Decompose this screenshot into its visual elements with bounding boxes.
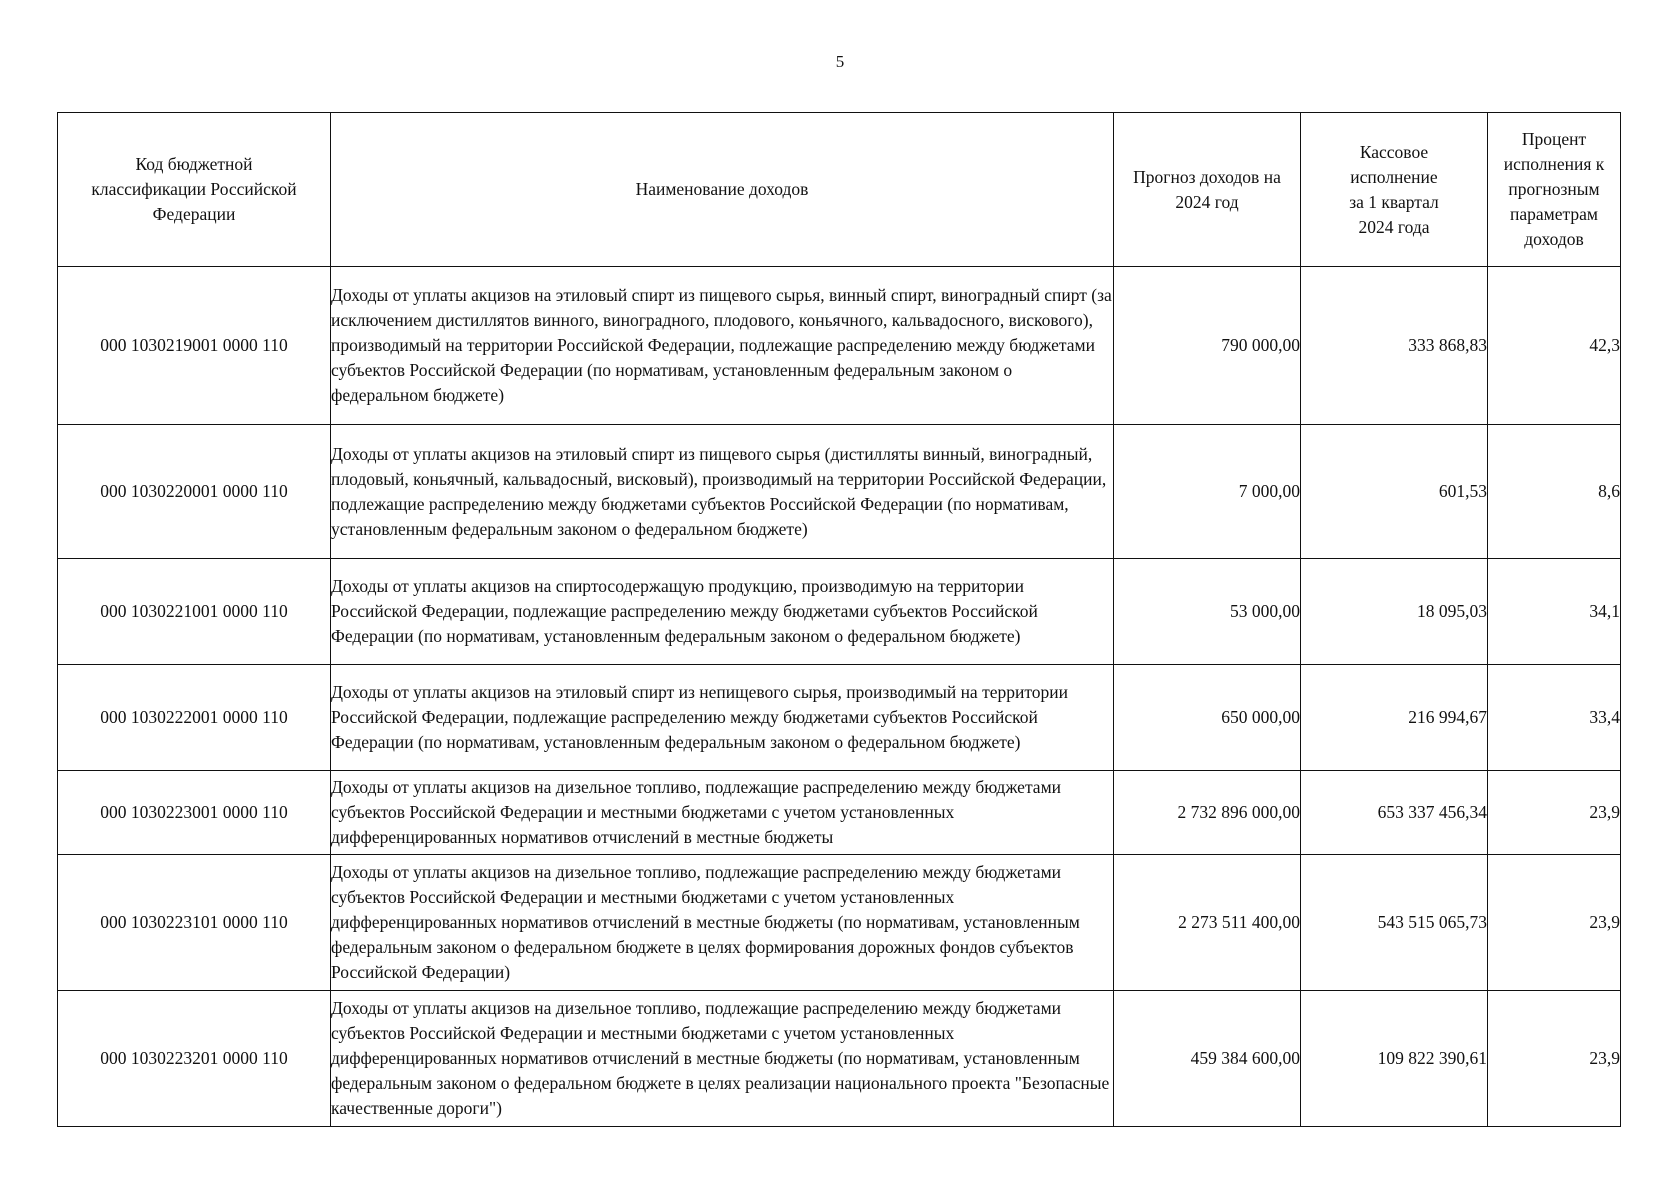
actual-cell: 653 337 456,34	[1301, 771, 1488, 855]
actual-cell: 109 822 390,61	[1301, 991, 1488, 1127]
actual-cell: 543 515 065,73	[1301, 855, 1488, 991]
table-row	[58, 771, 1621, 855]
header-code	[58, 113, 331, 267]
percent-cell: 23,9	[1488, 855, 1621, 991]
table-row	[58, 855, 1621, 991]
percent-cell: 23,9	[1488, 771, 1621, 855]
percent-cell: 23,9	[1488, 991, 1621, 1127]
header-actual	[1301, 113, 1488, 267]
forecast-cell: 7 000,00	[1114, 425, 1301, 559]
actual-cell: 333 868,83	[1301, 267, 1488, 425]
header-name: Наименование доходов	[331, 113, 1114, 267]
header-percent	[1488, 113, 1621, 267]
code-cell: 000 1030221001 0000 110	[58, 559, 331, 665]
table-row	[58, 559, 1621, 665]
table-header-row	[58, 113, 1621, 267]
forecast-cell: 790 000,00	[1114, 267, 1301, 425]
header-forecast	[1114, 113, 1301, 267]
code-cell: 000 1030223001 0000 110	[58, 771, 331, 855]
percent-cell: 34,1	[1488, 559, 1621, 665]
actual-cell: 601,53	[1301, 425, 1488, 559]
page-number: 5	[835, 52, 845, 71]
table-row	[58, 425, 1621, 559]
forecast-cell: 2 732 896 000,00	[1114, 771, 1301, 855]
code-cell: 000 1030223201 0000 110	[58, 991, 331, 1127]
table-row	[58, 665, 1621, 771]
code-cell: 000 1030219001 0000 110	[58, 267, 331, 425]
percent-cell: 8,6	[1488, 425, 1621, 559]
header-percent-text: Процент исполнения к прогнозным параметрам доходов	[1503, 129, 1605, 249]
forecast-cell: 53 000,00	[1114, 559, 1301, 665]
income-name-cell: Доходы от уплаты акцизов на этиловый спирт из непищевого сырья, производимый на территории Российской Федерации, подлежащие распределению между бюджетами субъектов Российской Федерации (по нормативам, установленным федеральным законом о федеральном бюджете)	[331, 665, 1114, 771]
income-name-cell: Доходы от уплаты акцизов на дизельное топливо, подлежащие распределению между бюджетами субъектов Российской Федерации и местными бюджетами с учетом установленных дифференцированных нормативов отчислений в местные бюджеты (по нормативам, установленным федеральным законом о федеральном бюджете в целях реализации национального проекта "Безопасные качественные дороги")	[331, 991, 1114, 1127]
header-forecast-text: Прогноз доходов на 2024 год	[1133, 166, 1281, 212]
table-row	[58, 267, 1621, 425]
table-body	[58, 267, 1621, 1127]
income-name-cell: Доходы от уплаты акцизов на дизельное топливо, подлежащие распределению между бюджетами субъектов Российской Федерации и местными бюджетами с учетом установленных дифференцированных нормативов отчислений в местные бюджеты	[331, 771, 1114, 855]
actual-cell: 216 994,67	[1301, 665, 1488, 771]
income-name-cell: Доходы от уплаты акцизов на этиловый спирт из пищевого сырья, винный спирт, виноградный спирт (за исключением дистиллятов винного, виноградного, плодового, коньячного, кальвадосного, вискового), производимый на территории Российской Федерации, подлежащие распределению между бюджетами субъектов Российской Федерации (по нормативам, установленным федеральным законом о федеральном бюджете)	[331, 267, 1114, 425]
percent-cell: 33,4	[1488, 665, 1621, 771]
income-name-cell: Доходы от уплаты акцизов на этиловый спирт из пищевого сырья (дистилляты винный, виноградный, плодовый, коньячный, кальвадосный, висковый), производимый на территории Российской Федерации, подлежащие распределению между бюджетами субъектов Российской Федерации (по нормативам, установленным федеральным законом о федеральном бюджете)	[331, 425, 1114, 559]
income-name-cell: Доходы от уплаты акцизов на спиртосодержащую продукцию, производимую на территории Российской Федерации, подлежащие распределению между бюджетами субъектов Российской Федерации (по нормативам, установленным федеральным законом о федеральном бюджете)	[331, 559, 1114, 665]
actual-cell: 18 095,03	[1301, 559, 1488, 665]
code-cell: 000 1030223101 0000 110	[58, 855, 331, 991]
revenue-table	[57, 112, 1621, 1127]
code-cell: 000 1030220001 0000 110	[58, 425, 331, 559]
header-code-text: Код бюджетной классификации Российской Федерации	[91, 154, 297, 224]
percent-cell: 42,3	[1488, 267, 1621, 425]
forecast-cell: 650 000,00	[1114, 665, 1301, 771]
code-cell: 000 1030222001 0000 110	[58, 665, 331, 771]
header-actual-text: Кассовое исполнение за 1 квартал 2024 года	[1349, 141, 1439, 237]
table-row	[58, 991, 1621, 1127]
forecast-cell: 459 384 600,00	[1114, 991, 1301, 1127]
forecast-cell: 2 273 511 400,00	[1114, 855, 1301, 991]
income-name-cell: Доходы от уплаты акцизов на дизельное топливо, подлежащие распределению между бюджетами субъектов Российской Федерации и местными бюджетами с учетом установленных дифференцированных нормативов отчислений в местные бюджеты (по нормативам, установленным федеральным законом о федеральном бюджете в целях формирования дорожных фондов субъектов Российской Федерации)	[331, 855, 1114, 991]
